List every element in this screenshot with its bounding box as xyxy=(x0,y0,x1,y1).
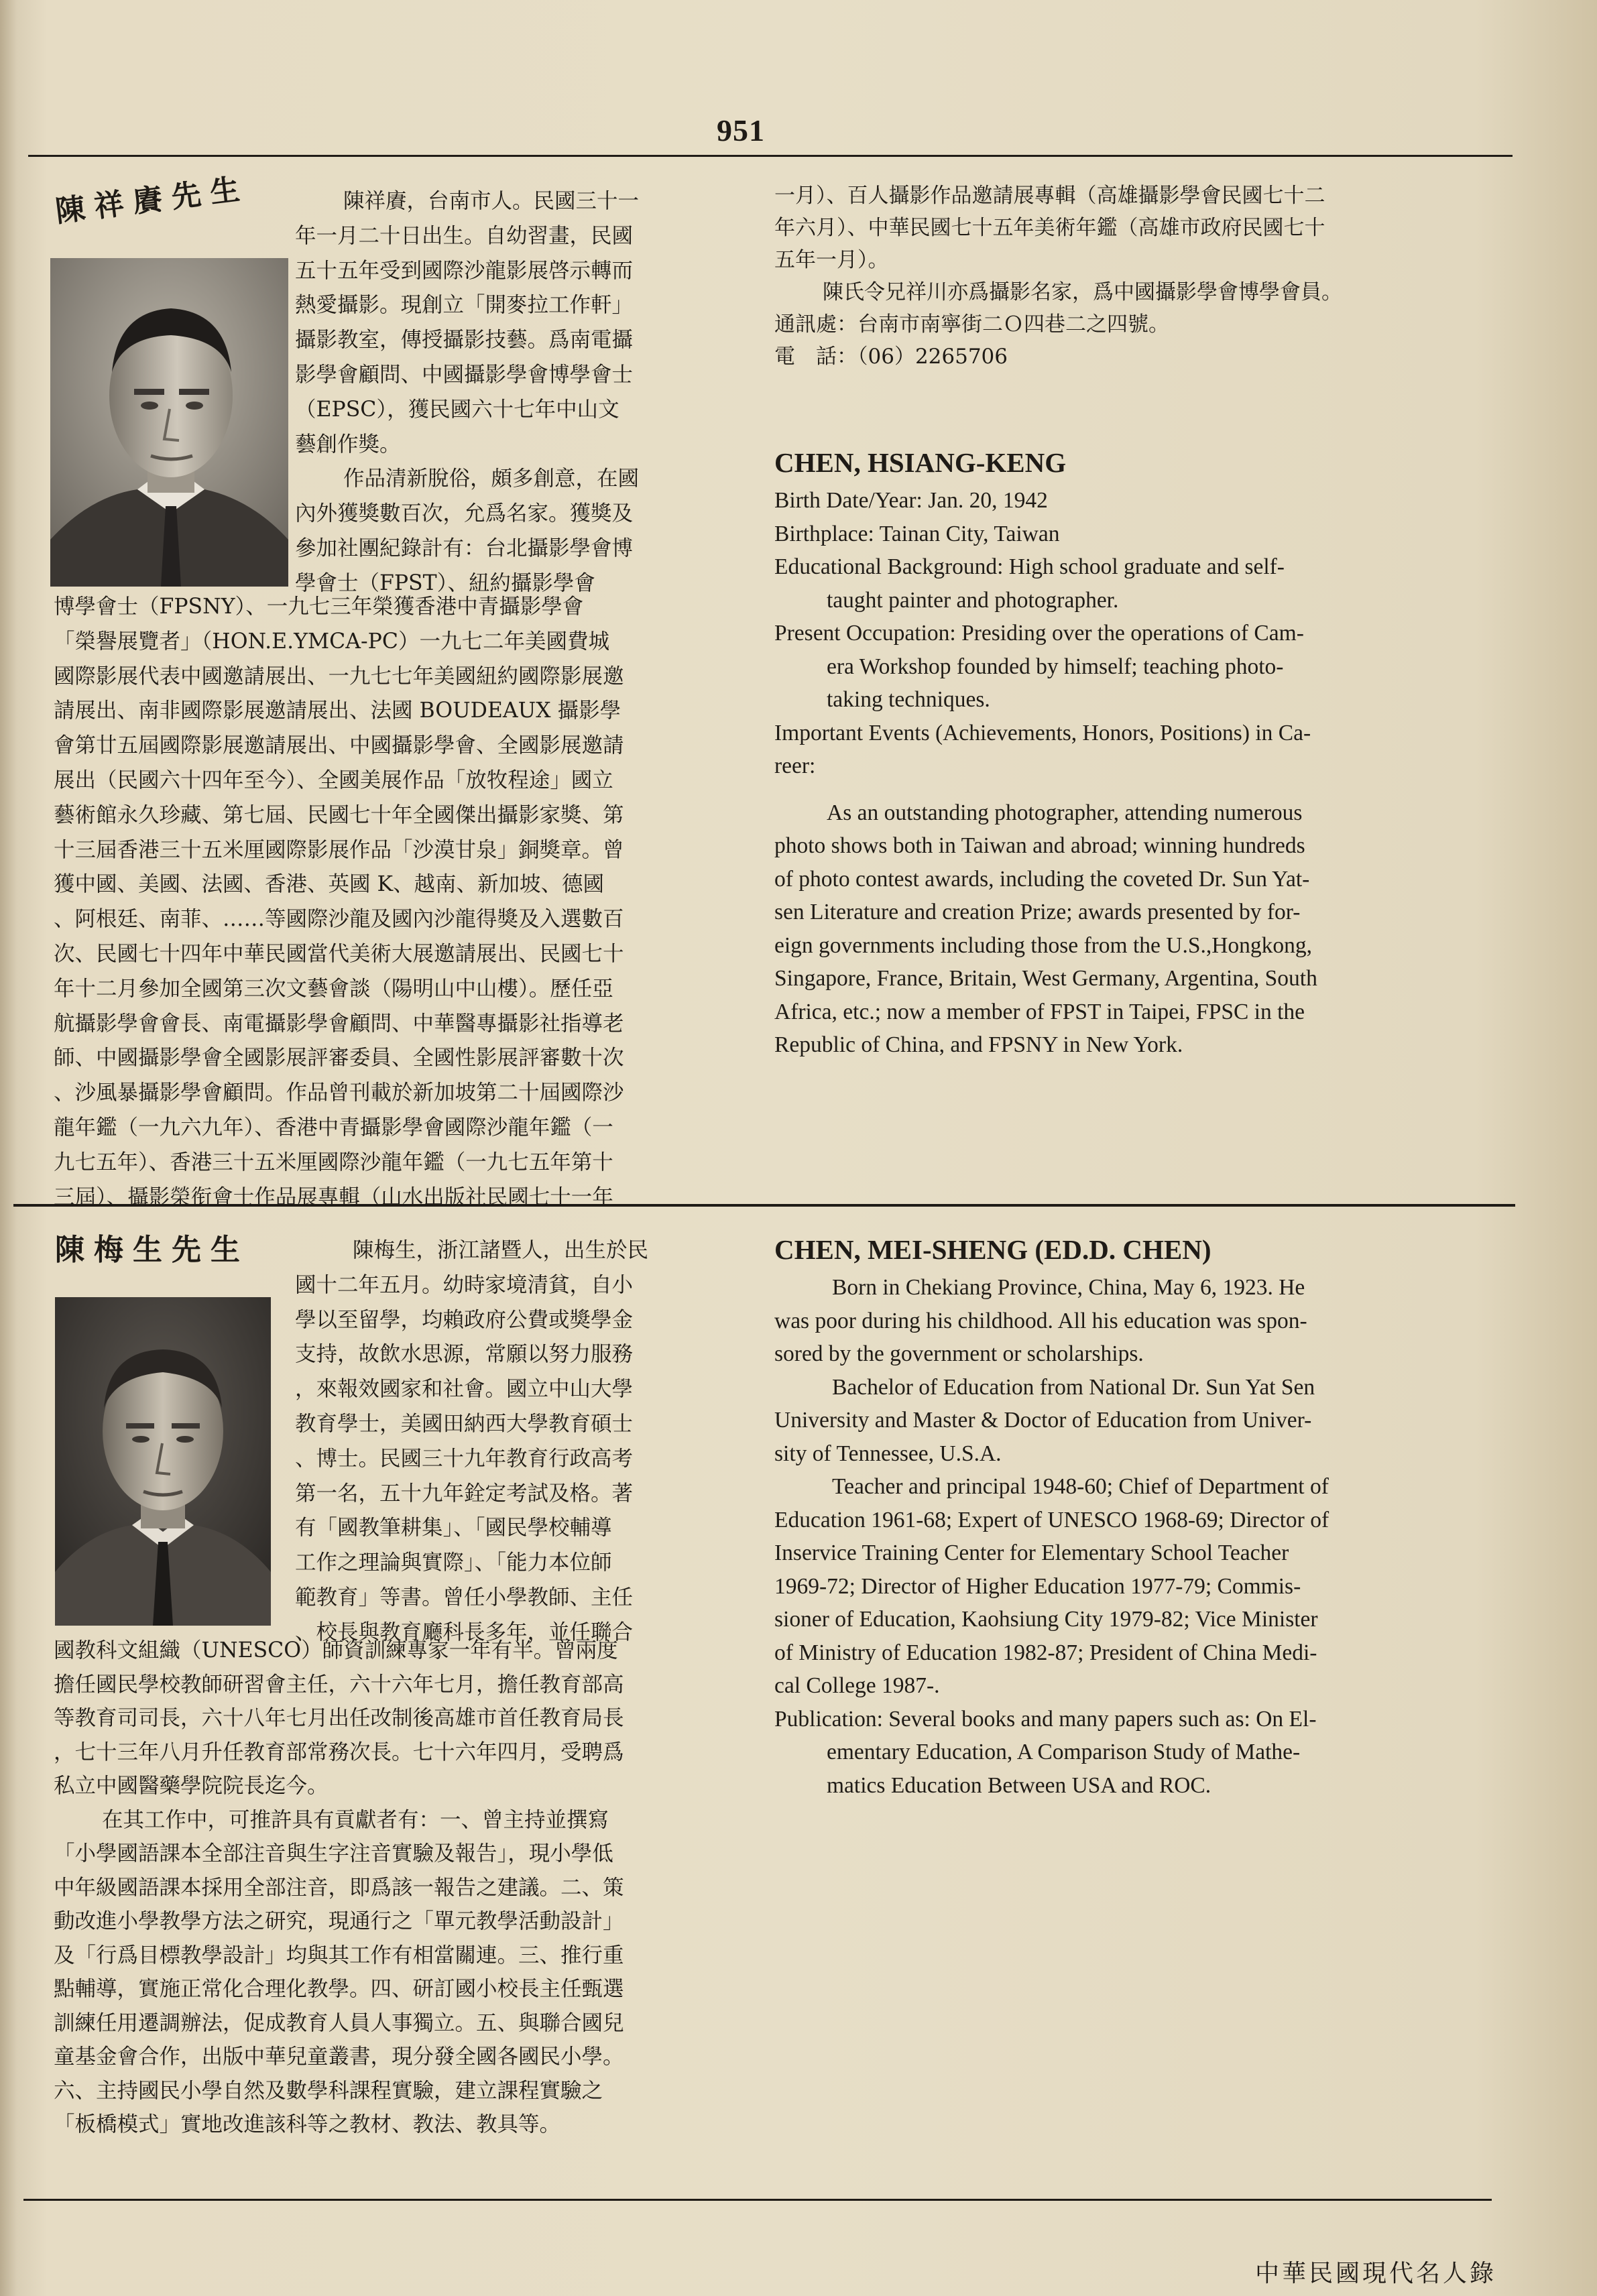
bio-line: 1969-72; Director of Higher Education 1977-79; Commis- xyxy=(774,1573,1301,1599)
bio-line: Republic of China, and FPSNY in New York. xyxy=(774,1032,1183,1057)
bio-line: Birth Date/Year: Jan. 20, 1942 xyxy=(774,488,1048,513)
bio-line: 獲中國、美國、法國、香港、英國 K、越南、新加坡、德國 xyxy=(54,872,605,897)
bio-line: eign governments including those from the U.S.,Hongkong, xyxy=(774,932,1313,958)
bio-line: 年六月）、中華民國七十五年美術年鑑（高雄市政府民國七十 xyxy=(774,216,1325,240)
entry1-chinese-bio-top xyxy=(295,184,711,601)
bio-line: 教育學士，美國田納西大學教育碩士 xyxy=(295,1411,634,1436)
bio-line: 學會士（FPST）、紐約攝影學會 xyxy=(295,570,595,595)
entry1-english-name: CHEN, HSIANG-KENG xyxy=(774,447,1067,478)
bio-line: 國十二年五月。幼時家境清貧，自小 xyxy=(295,1272,634,1297)
bio-line: ementary Education, A Comparison Study of Mathe- xyxy=(827,1740,1301,1764)
entry2-chinese-name: 陳梅生先生 xyxy=(55,1233,249,1267)
bio-line: 國際影展代表中國邀請展出、一九七七年美國紐約國際影展邀 xyxy=(54,664,624,688)
bio-line: ，來報效國家和社會。國立中山大學 xyxy=(295,1377,634,1402)
bio-line: 陳梅生，浙江諸暨人，出生於民 xyxy=(353,1238,649,1262)
bio-line: 六、主持國民小學自然及數學科課程實驗，建立課程實驗之 xyxy=(54,2078,603,2103)
bio-line: 三屆）、攝影榮衔會士作品展專輯（山水出版社民國七十一年 xyxy=(54,1185,613,1209)
bio-line: 擔任國民學校教師研習會主任，六十六年七月，擔任教育部高 xyxy=(54,1672,624,1697)
bio-line: 第一名，五十九年銓定考試及格。著 xyxy=(295,1481,634,1506)
bio-line: era Workshop founded by himself; teaching photo- xyxy=(827,654,1284,679)
bio-line: 參加社團紀錄計有：台北攝影學會博 xyxy=(295,536,634,560)
bio-line: 有「國教筆耕集」、「國民學校輔導 xyxy=(295,1516,612,1540)
bio-line: 私立中國醫藥學院院長迄今。 xyxy=(54,1774,329,1798)
bio-line: Bachelor of Education from National Dr. Sun Yat Sen xyxy=(832,1374,1315,1400)
bio-line: University and Master & Doctor of Education from Univer- xyxy=(774,1408,1312,1433)
bio-line: 在其工作中，可推許具有貢獻者有：一、曾主持並撰寫 xyxy=(102,1807,609,1832)
book-title-footer: 中華民國現代名人錄 xyxy=(1254,2260,1496,2287)
bio-line: 五年一月）。 xyxy=(774,248,889,272)
bio-line: sioner of Education, Kaohsiung City 1979-82; Vice Minister xyxy=(774,1607,1318,1632)
bio-line: Born in Chekiang Province, China, May 6, 1923. He xyxy=(832,1275,1305,1300)
bio-line: sen Literature and creation Prize; awards presented by for- xyxy=(774,900,1301,924)
bio-line: Africa, etc.; now a member of FPST in Taipei, FPSC in the xyxy=(774,999,1305,1024)
bio-line: photo shows both in Taiwan and abroad; winning hundreds xyxy=(774,833,1305,858)
contact-phone: 電 話：（06）2265706 xyxy=(774,345,1008,369)
entry1-chinese-bio-continued xyxy=(774,180,1465,373)
bio-line: 熱愛攝影。現創立「開麥拉工作軒」 xyxy=(295,293,634,318)
entry2-english-name: CHEN, MEI-SHENG (ED.D. CHEN) xyxy=(774,1234,1211,1265)
bio-line: 龍年鑑（一九六九年）、香港中青攝影學會國際沙龍年鑑（一 xyxy=(54,1115,613,1140)
bio-line: 及「行爲目標教學設計」均與其工作有相當關連。三、推行重 xyxy=(54,1943,624,1968)
bio-line: 支持，故飲水思源，常願以努力服務 xyxy=(295,1342,634,1367)
bio-line: 、博士。民國三十九年教育行政高考 xyxy=(295,1446,634,1471)
bio-line: 範教育」等書。曾任小學教師、主任 xyxy=(295,1585,634,1610)
bio-line: 航攝影學會會長、南電攝影學會顧問、中華醫專攝影社指導老 xyxy=(54,1011,624,1036)
bio-line: 國教科文組織（UNESCO）師資訓練專家一年有半。曾兩度 xyxy=(54,1638,618,1663)
bio-line: 動改進小學教學方法之研究，現通行之「單元教學活動設計」 xyxy=(54,1909,624,1933)
bio-line: 點輔導，實施正常化合理化教學。四、研訂國小校長主任甄選 xyxy=(54,1977,624,2001)
bio-line: Singapore, France, Britain, West Germany, Argentina, South xyxy=(774,966,1317,991)
entry1-english-bio xyxy=(774,441,1458,1062)
bio-line: 十三屆香港三十五米厘國際影展作品「沙漠甘泉」銅獎章。曾 xyxy=(54,837,624,862)
bio-line: 年十二月參加全國第三次文藝會談（陽明山中山樓）。歷任亞 xyxy=(54,976,613,1001)
bio-line: 、沙風暴攝影學會顧問。作品曾刊載於新加坡第二十屆國際沙 xyxy=(54,1081,624,1105)
bio-line: 展出（民國六十四年至今）、全國美展作品「放牧程途」國立 xyxy=(54,768,613,792)
header-rule xyxy=(28,155,1513,157)
bio-line: 陳祥賡，台南市人。民國三十一 xyxy=(343,189,640,213)
bio-line: 次、民國七十四年中華民國當代美術大展邀請展出、民國七十 xyxy=(54,941,624,966)
bio-line: taught painter and photographer. xyxy=(827,587,1119,613)
bio-line: 請展出、南非國際影展邀請展出、法國 BOUDEAUX 攝影學 xyxy=(54,699,622,723)
bio-line: sored by the government or scholarships. xyxy=(774,1341,1144,1366)
bio-line: taking techniques. xyxy=(827,687,990,712)
entry2-english-bio xyxy=(774,1228,1458,1802)
bio-line: 童基金會合作，出版中華兒童叢書，現分發全國各國民小學。 xyxy=(54,2045,624,2069)
contact-address: 通訊處：台南市南寧街二Ｏ四巷二之四號。 xyxy=(774,312,1169,337)
bio-line: Publication: Several books and many papers such as: On El- xyxy=(774,1706,1317,1732)
bio-line: Birthplace: Tainan City, Taiwan xyxy=(774,521,1060,546)
bio-line: 「榮譽展覽者」（HON.E.YMCA-PC）一九七二年美國費城 xyxy=(54,629,609,654)
bio-line: As an outstanding photographer, attending numerous xyxy=(827,800,1303,825)
bio-line: matics Education Between USA and ROC. xyxy=(827,1772,1211,1798)
bio-line: 影學會顧問、中國攝影學會博學會士 xyxy=(295,362,634,387)
bio-line: 九七五年）、香港三十五米厘國際沙龍年鑑（一九七五年第十 xyxy=(54,1150,613,1174)
bio-line: 學以至留學，均賴政府公費或獎學金 xyxy=(295,1307,634,1332)
bio-line: 訓練任用遷調辦法，促成教育人員人事獨立。五、與聯合國兒 xyxy=(54,2010,624,2035)
entry1-portrait-photo xyxy=(50,258,288,587)
bio-line: 作品清新脫俗，頗多創意，在國 xyxy=(343,467,640,491)
bio-line: reer: xyxy=(774,753,816,778)
bio-line: 藝術館永久珍藏、第七屆、民國七十年全國傑出攝影家獎、第 xyxy=(54,802,624,827)
bio-line: 五十五年受到國際沙龍影展啓示轉而 xyxy=(295,258,634,283)
bio-line: 師、中國攝影學會全國影展評審委員、全國性影展評審數十次 xyxy=(54,1046,624,1071)
bio-line: 中年級國語課本採用全部注音，即爲該一報告之建議。二、策 xyxy=(54,1875,624,1900)
bio-line: 陳氏令兄祥川亦爲攝影名家，爲中國攝影學會博學會員。 xyxy=(823,280,1342,304)
bio-line: 「板橋模式」實地改進該科等之教材、教法、教具等。 xyxy=(54,2112,561,2136)
entry2-chinese-bio-bottom xyxy=(54,1634,717,2142)
entry2-portrait-photo xyxy=(55,1297,271,1626)
bio-line: sity of Tennessee, U.S.A. xyxy=(774,1441,1002,1466)
bio-line: 內外獲獎數百次，允爲名家。獲獎及 xyxy=(295,501,634,526)
bio-line: Important Events (Achievements, Honors, Positions) in Ca- xyxy=(774,720,1311,745)
bio-line: 等教育司司長，六十八年七月出任改制後高雄市首任教育局長 xyxy=(54,1706,624,1730)
bio-line: 年一月二十日出生。自幼習畫，民國 xyxy=(295,223,634,248)
bio-line: was poor during his childhood. All his education was spon- xyxy=(774,1308,1307,1333)
entry2-chinese-bio-top xyxy=(295,1233,717,1650)
bio-line: 工作之理論與實際」、「能力本位師 xyxy=(295,1551,612,1575)
bio-line: Inservice Training Center for Elementary School Teacher xyxy=(774,1540,1289,1565)
footer-rule xyxy=(23,2199,1492,2201)
bio-line: 、校長與教育廳科長多年，並任聯合 xyxy=(295,1620,634,1644)
bio-line: 攝影教室，傳授攝影技藝。爲南電攝 xyxy=(295,328,634,353)
entry1-chinese-name: 陳祥賡先生 xyxy=(54,171,251,229)
bio-line: 、阿根廷、南菲、……等國際沙龍及國內沙龍得獎及入選數百 xyxy=(54,907,624,932)
bio-line: 會第廿五屆國際影展邀請展出、中國攝影學會、全國影展邀請 xyxy=(54,733,624,758)
bio-line: 藝創作獎。 xyxy=(295,432,401,457)
bio-line: Present Occupation: Presiding over the operations of Cam- xyxy=(774,621,1304,646)
bio-line: 「小學國語課本全部注音與生字注音實驗及報告」，現小學低 xyxy=(54,1841,613,1866)
bio-line: 一月）、百人攝影作品邀請展專輯（高雄攝影學會民國七十二 xyxy=(774,184,1325,208)
bio-line: of photo contest awards, including the coveted Dr. Sun Yat- xyxy=(774,866,1310,892)
bio-line: cal College 1987-. xyxy=(774,1673,940,1698)
bio-line: of Ministry of Education 1982-87; President of China Medi- xyxy=(774,1640,1317,1665)
bio-line: （EPSC），獲民國六十七年中山文 xyxy=(295,397,619,422)
entry1-chinese-bio-bottom xyxy=(54,590,717,1215)
bio-line: Education 1961-68; Expert of UNESCO 1968-69; Director of xyxy=(774,1507,1329,1532)
bio-line: Teacher and principal 1948-60; Chief of Department of xyxy=(832,1474,1329,1499)
bio-line: 博學會士（FPSNY）、一九七三年榮獲香港中青攝影學會 xyxy=(54,595,584,619)
bio-line: ，七十三年八月升任教育部常務次長。七十六年四月，受聘爲 xyxy=(54,1740,624,1764)
bio-line: Educational Background: High school graduate and self- xyxy=(774,554,1285,579)
page-number: 951 xyxy=(717,113,765,147)
